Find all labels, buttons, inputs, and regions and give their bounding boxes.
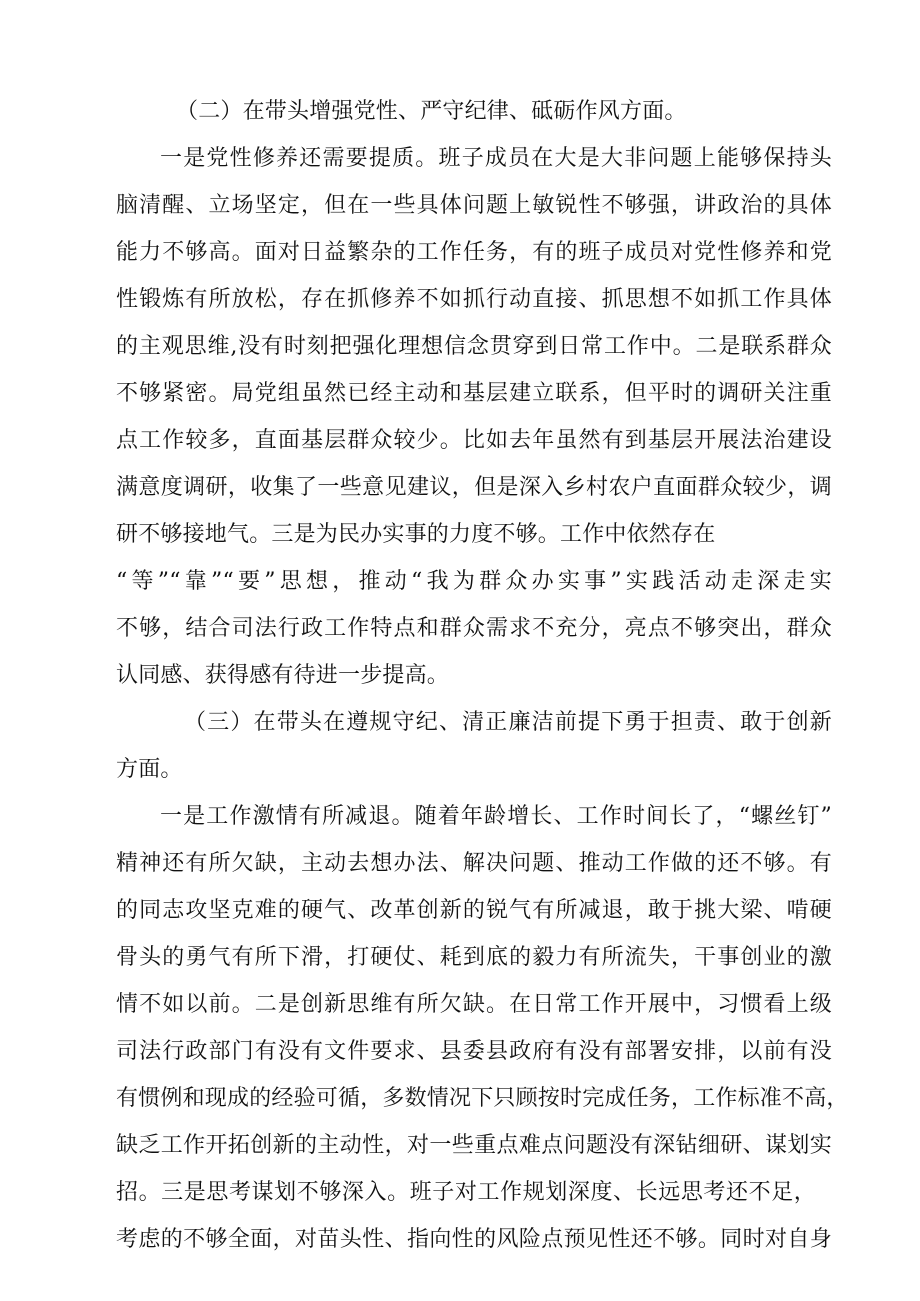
paragraph-line: 认同感、获得感有待进一步提高。 (116, 663, 450, 688)
paragraph-line: 的同志攻坚克难的硬气、改革创新的锐气有所减退，敢于挑大梁、啃硬 (116, 898, 832, 923)
paragraph-line: 一是工作激情有所减退。随着年龄增长、工作时间长了，“螺丝钉” (160, 804, 832, 829)
section-heading-3: （三）在带头在遵规守纪、清正廉洁前提下勇于担责、敢于创新 (184, 710, 832, 735)
paragraph-line: 司法行政部门有没有文件要求、县委县政府有没有部署安排，以前有没 (116, 1039, 832, 1064)
paragraph-line: 不够，结合司法行政工作特点和群众需求不充分，亮点不够突出，群众 (116, 616, 832, 641)
paragraph-line: 点工作较多，直面基层群众较少。比如去年虽然有到基层开展法治建设 (116, 428, 832, 453)
paragraph-line: 能力不够高。面对日益繁杂的工作任务，有的班子成员对党性修养和党 (116, 240, 832, 265)
section-heading-2: （二）在带头增强党性、严守纪律、砥砺作风方面。 (176, 99, 687, 124)
paragraph-line: 缺乏工作开拓创新的主动性，对一些重点难点问题没有深钻细研、谋划实 (116, 1133, 832, 1158)
paragraph-line: 不够紧密。局党组虽然已经主动和基层建立联系，但平时的调研关注重 (116, 381, 832, 406)
paragraph-line: 一是党性修养还需要提质。班子成员在大是大非问题上能够保持头 (160, 146, 832, 171)
paragraph-line: 招。三是思考谋划不够深入。班子对工作规划深度、长远思考还不足， (116, 1180, 816, 1205)
paragraph-line: 有惯例和现成的经验可循，多数情况下只顾按时完成任务，工作标准不高， (116, 1086, 849, 1111)
paragraph-line: 脑清醒、立场坚定，但在一些具体问题上敏锐性不够强，讲政治的具体 (116, 193, 832, 218)
paragraph-line: “等”“靠”“要”思想，推动“我为群众办实事”实践活动走深走实 (116, 569, 832, 594)
section-heading-3-continued: 方面。 (116, 757, 183, 782)
paragraph-line: 性锻炼有所放松，存在抓修养不如抓行动直接、抓思想不如抓工作具体 (116, 287, 832, 312)
paragraph-line: 的主观思维,没有时刻把强化理想信念贯穿到日常工作中。二是联系群众 (116, 334, 832, 359)
paragraph-line: 考虑的不够全面，对苗头性、指向性的风险点预见性还不够。同时对自身 (116, 1227, 832, 1252)
paragraph-line: 情不如以前。二是创新思维有所欠缺。在日常工作开展中，习惯看上级 (116, 992, 832, 1017)
paragraph-line: 精神还有所欠缺，主动去想办法、解决问题、推动工作做的还不够。有 (116, 851, 832, 876)
paragraph-line: 满意度调研，收集了一些意见建议，但是深入乡村农户直面群众较少，调 (116, 475, 832, 500)
paragraph-line: 研不够接地气。三是为民办实事的力度不够。工作中依然存在 (116, 522, 716, 547)
paragraph-line: 骨头的勇气有所下滑，打硬仗、耗到底的毅力有所流失，干事创业的激 (116, 945, 832, 970)
